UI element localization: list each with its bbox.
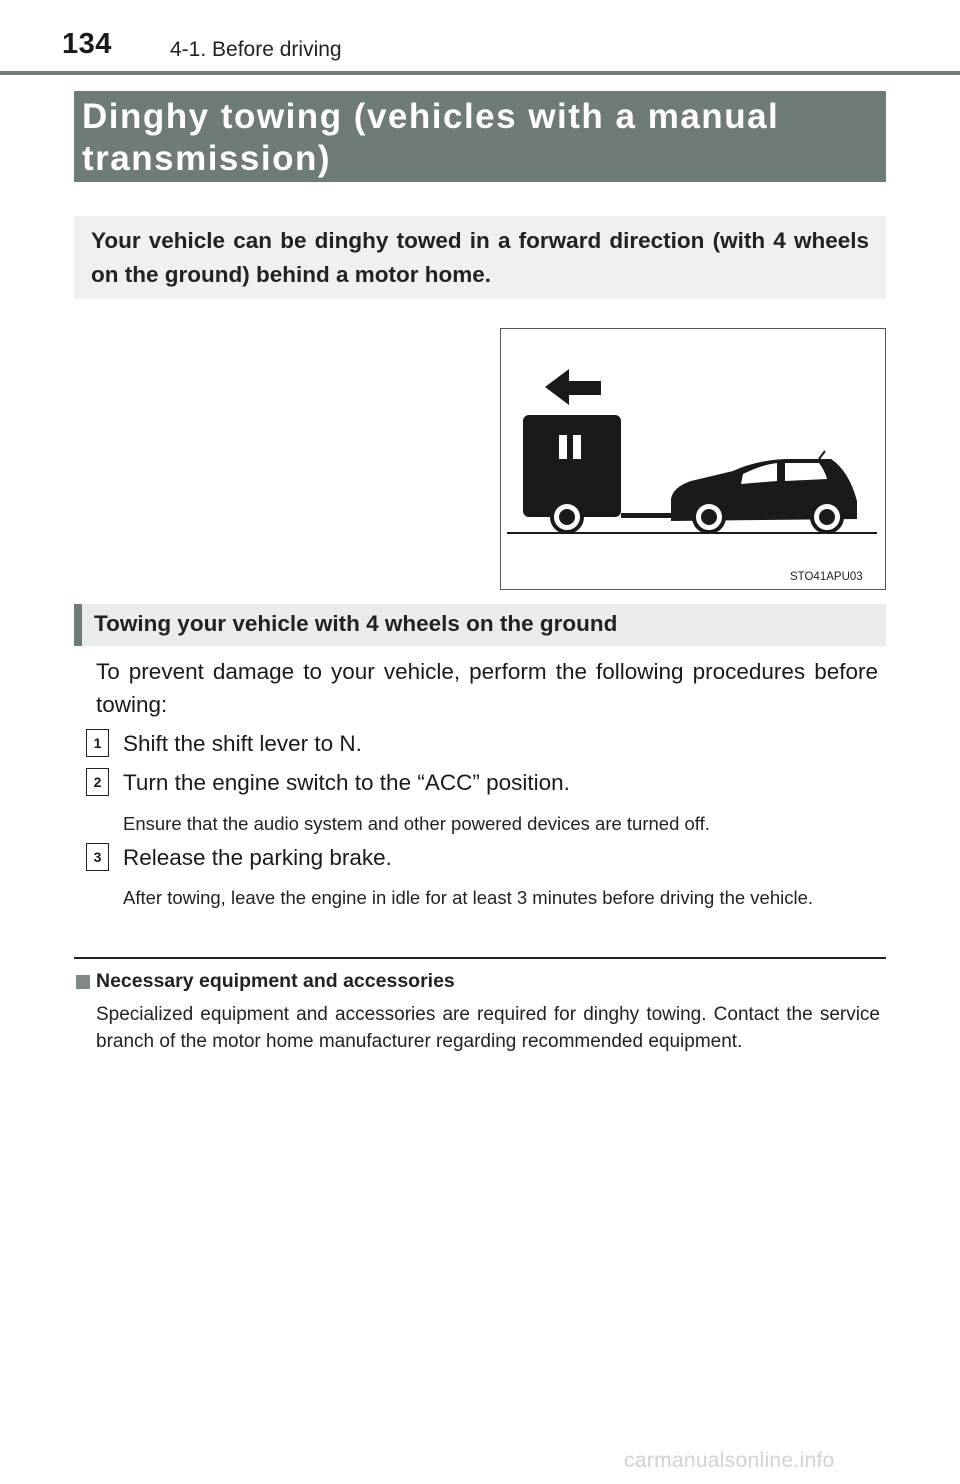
section-divider bbox=[74, 957, 886, 959]
motor-home-towing-car-icon bbox=[501, 329, 885, 589]
step-text: Release the parking brake. bbox=[123, 845, 392, 870]
motor-home-icon bbox=[523, 415, 621, 532]
procedure-intro: To prevent damage to your vehicle, perform the following procedures before towing: bbox=[96, 659, 878, 717]
step-text: Turn the engine switch to the “ACC” position. bbox=[123, 770, 570, 795]
watermark: carmanualsonline.info bbox=[624, 1449, 835, 1472]
figure-code: STO41APU03 bbox=[790, 571, 863, 583]
step-number-badge: 2 bbox=[86, 768, 109, 796]
car-icon bbox=[671, 451, 857, 532]
step-note: After towing, leave the engine in idle for at least 3 minutes before driving the vehicle. bbox=[123, 887, 814, 908]
step-note: Ensure that the audio system and other powered devices are turned off. bbox=[123, 813, 710, 834]
page-title: Dinghy towing (vehicles with a manual transmission) bbox=[82, 97, 780, 178]
step-number-badge: 1 bbox=[86, 729, 109, 757]
subsection-accent bbox=[74, 604, 82, 646]
page-number: 134 bbox=[62, 28, 112, 60]
left-arrow-icon bbox=[545, 369, 601, 405]
step-number-badge: 3 bbox=[86, 843, 109, 871]
step-text: Shift the shift lever to N. bbox=[123, 731, 362, 756]
header-rule bbox=[0, 71, 960, 75]
info-heading: Necessary equipment and accessories bbox=[96, 970, 455, 992]
subsection-title: Towing your vehicle with 4 wheels on the ground bbox=[94, 611, 618, 636]
bullet-square-icon bbox=[76, 975, 90, 989]
intro-text: Your vehicle can be dinghy towed in a forward direction (with 4 wheels on the ground) behind a motor home. bbox=[91, 228, 869, 287]
towing-figure bbox=[500, 328, 886, 590]
section-label: 4-1. Before driving bbox=[170, 38, 342, 61]
tow-bar bbox=[621, 513, 673, 518]
info-body: Specialized equipment and accessories are required for dinghy towing. Contact the service branch of the motor home manufacturer regarding recommended equipment. bbox=[96, 1004, 880, 1052]
